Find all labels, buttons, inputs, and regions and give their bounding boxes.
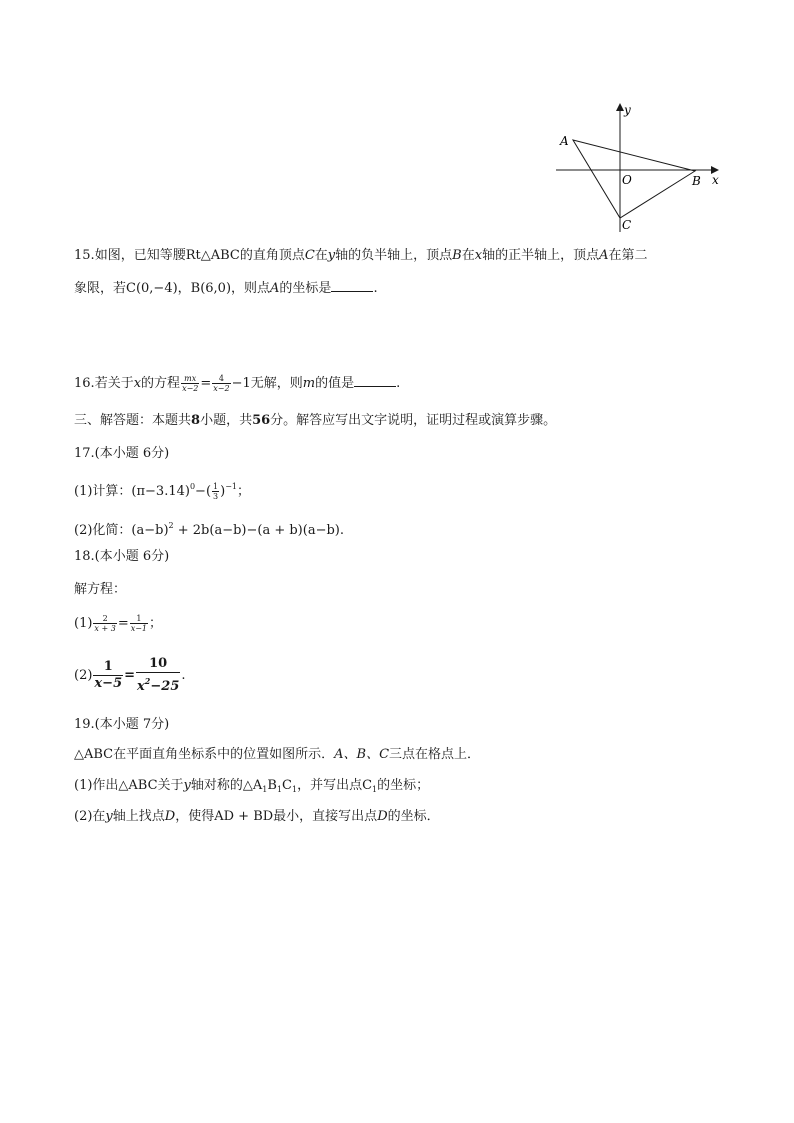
q16-line bbox=[74, 374, 400, 393]
fraction-4 bbox=[212, 374, 230, 393]
text: 的坐标； bbox=[377, 778, 430, 793]
var-x: x bbox=[133, 376, 142, 391]
text: 轴的负半轴上，顶点 bbox=[335, 248, 453, 263]
q19-part2 bbox=[74, 808, 440, 826]
text: 的坐标． bbox=[387, 809, 440, 824]
text: (1)作出△ABC关于 bbox=[74, 778, 184, 793]
text: ； bbox=[236, 484, 250, 499]
text: . bbox=[396, 376, 401, 391]
base: x bbox=[137, 679, 145, 694]
text: + 2b(a−b)−(a + b)(a−b). bbox=[173, 523, 344, 538]
q18-intro: 解方程： bbox=[74, 582, 127, 597]
denominator: 3 bbox=[213, 492, 219, 501]
point-label-a: A bbox=[560, 134, 569, 148]
q19-part1 bbox=[74, 777, 429, 799]
text: −1无解，则 bbox=[231, 376, 303, 391]
text: . bbox=[181, 668, 186, 683]
text: 三、解答题：本题共 bbox=[74, 413, 192, 428]
var-y: y bbox=[183, 778, 191, 793]
numerator: 2 bbox=[102, 614, 108, 623]
subscript: 1 bbox=[276, 785, 283, 794]
question-number: 15. bbox=[74, 248, 95, 263]
text: (2)在 bbox=[74, 809, 106, 824]
var-c: C bbox=[304, 248, 315, 263]
numerator: 10 bbox=[149, 656, 168, 671]
text: 三点在格点上． bbox=[389, 747, 481, 762]
text: ) bbox=[220, 484, 226, 499]
denominator: x + 3 bbox=[94, 624, 116, 633]
var-b: B bbox=[452, 248, 462, 263]
text: ； bbox=[149, 616, 163, 631]
text: 轴的正半轴上，顶点 bbox=[482, 248, 600, 263]
denominator bbox=[136, 672, 180, 695]
q17-part1 bbox=[74, 478, 250, 501]
text: 若关于 bbox=[94, 376, 134, 391]
subscript: 1 bbox=[262, 785, 268, 794]
text: 轴上找点 bbox=[112, 809, 165, 824]
q17-head: 17.(本小题 6分) bbox=[74, 446, 170, 461]
question-number: 16. bbox=[74, 376, 95, 391]
text: C bbox=[282, 778, 292, 793]
exponent: −1 bbox=[225, 482, 237, 491]
denominator: x−1 bbox=[130, 624, 148, 633]
text: 的值是 bbox=[315, 376, 355, 391]
equals: = bbox=[200, 376, 212, 391]
fraction-2-over-x-plus-3 bbox=[93, 614, 116, 633]
text: 如图，已知等腰Rt△ABC的直角顶点 bbox=[94, 248, 305, 263]
text: 在第二 bbox=[608, 248, 648, 263]
q15-figure bbox=[550, 100, 730, 240]
text: B bbox=[267, 778, 277, 793]
var-y: y bbox=[327, 248, 336, 263]
points: A、B、C bbox=[334, 747, 390, 762]
fraction-one-third bbox=[212, 482, 219, 501]
var-y: y bbox=[105, 809, 113, 824]
triangle-abc bbox=[573, 140, 695, 218]
axis-label-x: x bbox=[712, 173, 719, 187]
text: (2)化简：(a−b) bbox=[74, 523, 169, 538]
q19-head: 19.(本小题 7分) bbox=[74, 717, 170, 732]
text: 轴对称的△A bbox=[190, 778, 263, 793]
denominator: x−5 bbox=[94, 676, 123, 691]
exponent: 2 bbox=[144, 676, 151, 686]
part-label: (2) bbox=[74, 668, 93, 683]
point-label-b: B bbox=[692, 174, 701, 188]
q18-part1 bbox=[74, 614, 162, 633]
numerator: 1 bbox=[213, 482, 219, 491]
fraction-10-over-x2-minus-25 bbox=[136, 656, 180, 695]
total-score: 56 bbox=[252, 413, 271, 428]
q19-line1 bbox=[74, 746, 480, 764]
origin-label: O bbox=[622, 173, 632, 187]
denominator: x−2 bbox=[182, 384, 199, 393]
exponent: 2 bbox=[168, 521, 174, 530]
question-count: 8 bbox=[191, 413, 201, 428]
exponent: 0 bbox=[189, 482, 196, 491]
numerator: 1 bbox=[103, 659, 113, 674]
fraction-1-over-x-minus-5 bbox=[93, 659, 123, 692]
numerator: mx bbox=[184, 374, 197, 383]
fraction-1-over-x-minus-1 bbox=[130, 614, 148, 633]
subscript: 1 bbox=[292, 785, 298, 794]
text: −25 bbox=[150, 679, 180, 694]
var-a: A bbox=[599, 248, 609, 263]
var-m: m bbox=[302, 376, 316, 391]
q17-part2 bbox=[74, 517, 344, 540]
numerator: 1 bbox=[136, 614, 142, 623]
var-d: D bbox=[164, 809, 176, 824]
answer-blank[interactable] bbox=[331, 279, 373, 292]
text: ，并写出点C bbox=[297, 778, 373, 793]
section-3-title bbox=[74, 412, 556, 430]
var-a: A bbox=[270, 281, 280, 296]
text: −( bbox=[195, 484, 212, 499]
text: . bbox=[373, 281, 378, 296]
fraction-mx bbox=[181, 374, 199, 393]
point-label-c: C bbox=[622, 218, 632, 232]
q15-line2 bbox=[74, 279, 378, 298]
text: 分。解答应写出文字说明，证明过程或演算步骤。 bbox=[270, 413, 557, 428]
q18-part2 bbox=[74, 656, 186, 695]
denominator: x−2 bbox=[213, 384, 230, 393]
part-label: (1) bbox=[74, 616, 93, 631]
subscript: 1 bbox=[372, 785, 378, 794]
q15-line1 bbox=[74, 247, 648, 265]
equals: = bbox=[117, 616, 129, 631]
numerator: 4 bbox=[218, 374, 224, 383]
text: 象限，若C(0,−4)，B(6,0)，则点 bbox=[74, 281, 271, 296]
q18-head: 18.(本小题 6分) bbox=[74, 549, 170, 564]
text: 在 bbox=[314, 248, 328, 263]
text: ，使得AD + BD最小，直接写出点 bbox=[175, 809, 378, 824]
text: 在 bbox=[461, 248, 475, 263]
text: △ABC在平面直角坐标系中的位置如图所示． bbox=[74, 747, 335, 762]
answer-blank[interactable] bbox=[354, 374, 396, 387]
text: (1)计算：(π−3.14) bbox=[74, 484, 190, 499]
text: 的方程 bbox=[141, 376, 181, 391]
text: 小题，共 bbox=[200, 413, 253, 428]
var-d: D bbox=[377, 809, 388, 824]
var-x: x bbox=[474, 248, 483, 263]
equals: = bbox=[124, 668, 136, 683]
axis-label-y: y bbox=[624, 103, 631, 117]
text: 的坐标是 bbox=[279, 281, 332, 296]
